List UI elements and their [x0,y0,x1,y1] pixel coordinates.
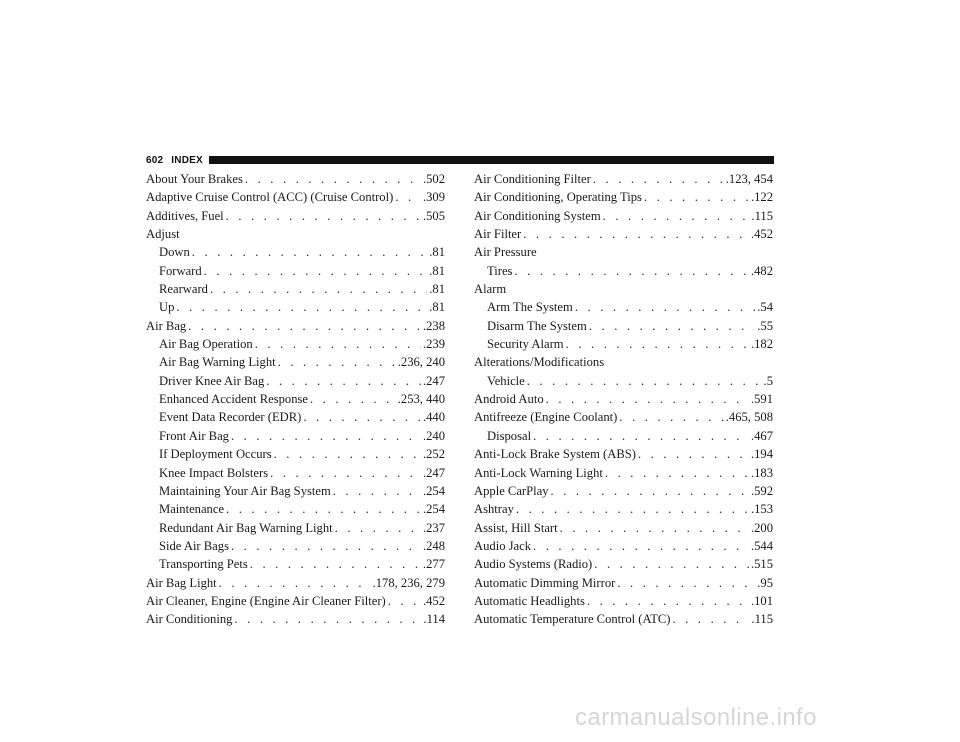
index-page-ref: .440 [422,410,445,425]
index-page-ref: .81 [429,300,445,315]
dot-leader [575,298,755,316]
index-page-ref: .122 [750,190,773,205]
index-subentry [146,555,445,573]
index-term: Disposal [487,428,532,443]
dot-leader [533,537,749,555]
index-page-ref: .482 [750,263,773,278]
index-term: Vehicle [487,373,525,388]
index-term: Air Bag Light [146,575,217,590]
index-subentry [146,445,445,463]
page-number: 602 [146,154,164,166]
index-subentry [146,482,445,500]
index-term: Adaptive Cruise Control (ACC) (Cruise Control) [146,190,394,205]
index-page-ref: .114 [423,612,445,627]
index-page-ref: .591 [750,392,773,407]
index-entry [474,225,773,243]
section-title: INDEX [171,154,203,166]
index-column-right [474,170,773,629]
index-term: Rearward [159,282,208,297]
index-subentry [146,464,445,482]
index-term: Automatic Temperature Control (ATC) [474,612,671,627]
index-term: Side Air Bags [159,538,229,553]
index-term: Transporting Pets [159,557,248,572]
index-term: Event Data Recorder (EDR) [159,410,302,425]
index-term: Audio Systems (Radio) [474,557,593,572]
index-page-ref: .182 [750,337,773,352]
index-page-ref: .200 [750,520,773,535]
index-subentry [146,372,445,390]
dot-leader [231,427,421,445]
dot-leader [333,482,421,500]
index-page-ref: .54 [757,300,773,315]
dot-leader [605,464,749,482]
dot-leader [638,445,749,463]
index-page-ref: .252 [422,447,445,462]
index-page-ref: .153 [750,502,773,517]
dot-leader [395,188,421,206]
index-term: Air Conditioning Filter [474,172,591,186]
index-term: Audio Jack [474,538,532,553]
index-page-ref: .253, 440 [397,392,445,407]
dot-leader [527,372,762,390]
index-column-left [146,170,445,629]
index-subentry [146,280,445,298]
index-page-ref: .240 [422,428,445,443]
dot-leader [533,427,749,445]
dot-leader [617,574,755,592]
index-entry [474,207,773,225]
index-page-ref: .194 [750,447,773,462]
index-term: Redundant Air Bag Warning Light [159,520,333,535]
dot-leader [551,482,749,500]
index-term: Enhanced Accident Response [159,392,308,407]
dot-leader [514,262,749,280]
index-page-ref: .178, 236, 279 [372,575,445,590]
index-term: Up [159,300,175,315]
index-term: About Your Brakes [146,172,243,186]
index-term: Android Auto [474,392,544,407]
dot-leader [278,353,396,371]
index-page-ref: .238 [422,318,445,333]
index-heading: Adjust [146,227,180,242]
dot-leader [245,170,421,188]
dot-leader [270,464,421,482]
index-subentry [146,243,445,261]
index-subentry [474,427,773,445]
index-entry [146,317,445,335]
index-entry [146,188,445,206]
index-subentry [146,390,445,408]
index-page-ref: .515 [750,557,773,572]
index-term: Air Conditioning, Operating Tips [474,190,642,205]
index-page-ref: .81 [429,263,445,278]
dot-leader [516,500,749,518]
index-term: Anti-Lock Brake System (ABS) [474,447,636,462]
dot-leader [192,243,427,261]
index-term: Knee Impact Bolsters [159,465,269,480]
dot-leader [231,537,421,555]
dot-leader [210,280,427,298]
index-page-ref: .115 [751,612,773,627]
index-entry [474,555,773,573]
index-entry [474,537,773,555]
dot-leader [188,317,421,335]
index-entry [474,519,773,537]
index-entry [474,188,773,206]
dot-leader [250,555,421,573]
dot-leader [593,170,724,188]
index-page-ref: .505 [422,208,445,223]
index-term: Air Bag Warning Light [159,355,276,370]
index-entry [146,170,445,188]
index-term: Automatic Dimming Mirror [474,575,616,590]
index-page-ref: .592 [750,483,773,498]
index-term: If Deployment Occurs [159,447,272,462]
index-subentry [474,298,773,316]
index-term: Maintenance [159,502,225,517]
index-term: Automatic Headlights [474,593,585,608]
index-term: Disarm The System [487,318,587,333]
index-page-ref: .81 [429,282,445,297]
dot-leader [204,262,428,280]
header-rule [209,156,774,164]
dot-leader [587,592,749,610]
dot-leader [226,500,421,518]
dot-leader [589,317,755,335]
index-term: Air Filter [474,227,522,242]
dot-leader [234,610,421,628]
dot-leader [619,408,723,426]
dot-leader [266,372,421,390]
index-page-ref: .247 [422,373,445,388]
dot-leader [255,335,421,353]
dot-leader [566,335,749,353]
dot-leader [673,610,750,628]
index-entry [474,500,773,518]
dot-leader [219,574,371,592]
index-term: Tires [487,263,513,278]
index-entry [474,574,773,592]
index-page-ref: .277 [422,557,445,572]
index-term: Air Conditioning System [474,208,601,223]
index-term: Air Bag [146,318,187,333]
dot-leader [546,390,749,408]
index-term: Arm The System [487,300,573,315]
index-subentry [146,408,445,426]
index-entry [146,574,445,592]
index-term: Antifreeze (Engine Coolant) [474,410,618,425]
index-term: Air Cleaner, Engine (Engine Air Cleaner Filter) [146,593,386,608]
index-page-ref: .254 [422,502,445,517]
index-entry [474,390,773,408]
index-page-ref: .183 [750,465,773,480]
index-term: Anti-Lock Warning Light [474,465,603,480]
index-term: Security Alarm [487,337,564,352]
index-page-ref: .452 [750,227,773,242]
index-page-ref: .55 [757,318,773,333]
index-page-ref: .247 [422,465,445,480]
index-subentry [474,335,773,353]
index-subentry [146,335,445,353]
index-entry [146,592,445,610]
dot-leader [560,519,749,537]
index-page-ref: .123, 454 [725,172,773,186]
index-subentry [474,317,773,335]
index-heading: Alterations/Modifications [474,355,605,370]
header-label [146,155,203,166]
index-entry [474,408,773,426]
dot-leader [523,225,749,243]
index-subentry [146,262,445,280]
index-page-ref: .95 [757,575,773,590]
index-term: Apple CarPlay [474,483,549,498]
index-term: Assist, Hill Start [474,520,558,535]
index-term: Forward [159,263,202,278]
index-subentry [146,537,445,555]
index-term: Air Bag Operation [159,337,253,352]
index-page-ref: .101 [750,593,773,608]
dot-leader [594,555,749,573]
index-heading: Alarm [474,282,507,297]
index-entry [474,610,773,628]
index-entry [474,592,773,610]
index-entry [146,207,445,225]
index-term: Maintaining Your Air Bag System [159,483,331,498]
index-page-ref: .236, 240 [397,355,445,370]
index-page-ref: .452 [422,593,445,608]
index-entry [146,610,445,628]
page-header [146,153,774,167]
index-page-ref: .502 [422,172,445,186]
dot-leader [226,207,421,225]
dot-leader [644,188,749,206]
dot-leader [274,445,421,463]
dot-leader [176,298,427,316]
index-term: Down [159,245,190,260]
index-page-ref: .248 [422,538,445,553]
index-page-ref: .254 [422,483,445,498]
index-subentry [146,427,445,445]
index-page-ref: .309 [422,190,445,205]
index-subentry [146,519,445,537]
index-entry [474,482,773,500]
dot-leader [310,390,396,408]
index-entry [474,170,773,188]
watermark: carmanualsonline.info [575,704,817,731]
index-page-ref: .467 [750,428,773,443]
index-page-ref: .81 [429,245,445,260]
dot-leader [603,207,750,225]
index-entry [474,464,773,482]
index-page-ref: .544 [750,538,773,553]
index-page-ref: .237 [422,520,445,535]
index-subentry [146,298,445,316]
index-subentry [474,372,773,390]
index-subentry [146,353,445,371]
index-heading: Air Pressure [474,245,537,260]
index-page-ref: .239 [422,337,445,352]
index-subentry [474,262,773,280]
index-subentry [146,500,445,518]
index-term: Driver Knee Air Bag [159,373,265,388]
dot-leader [335,519,421,537]
index-page-ref: .465, 508 [725,410,773,425]
index-entry [474,445,773,463]
index-term: Front Air Bag [159,428,229,443]
index-term: Additives, Fuel [146,208,224,223]
index-term: Air Conditioning [146,612,233,627]
dot-leader [303,408,421,426]
dot-leader [388,592,421,610]
index-term: Ashtray [474,502,514,517]
index-page-ref: .115 [751,208,773,223]
index-page-ref: .5 [763,373,773,388]
